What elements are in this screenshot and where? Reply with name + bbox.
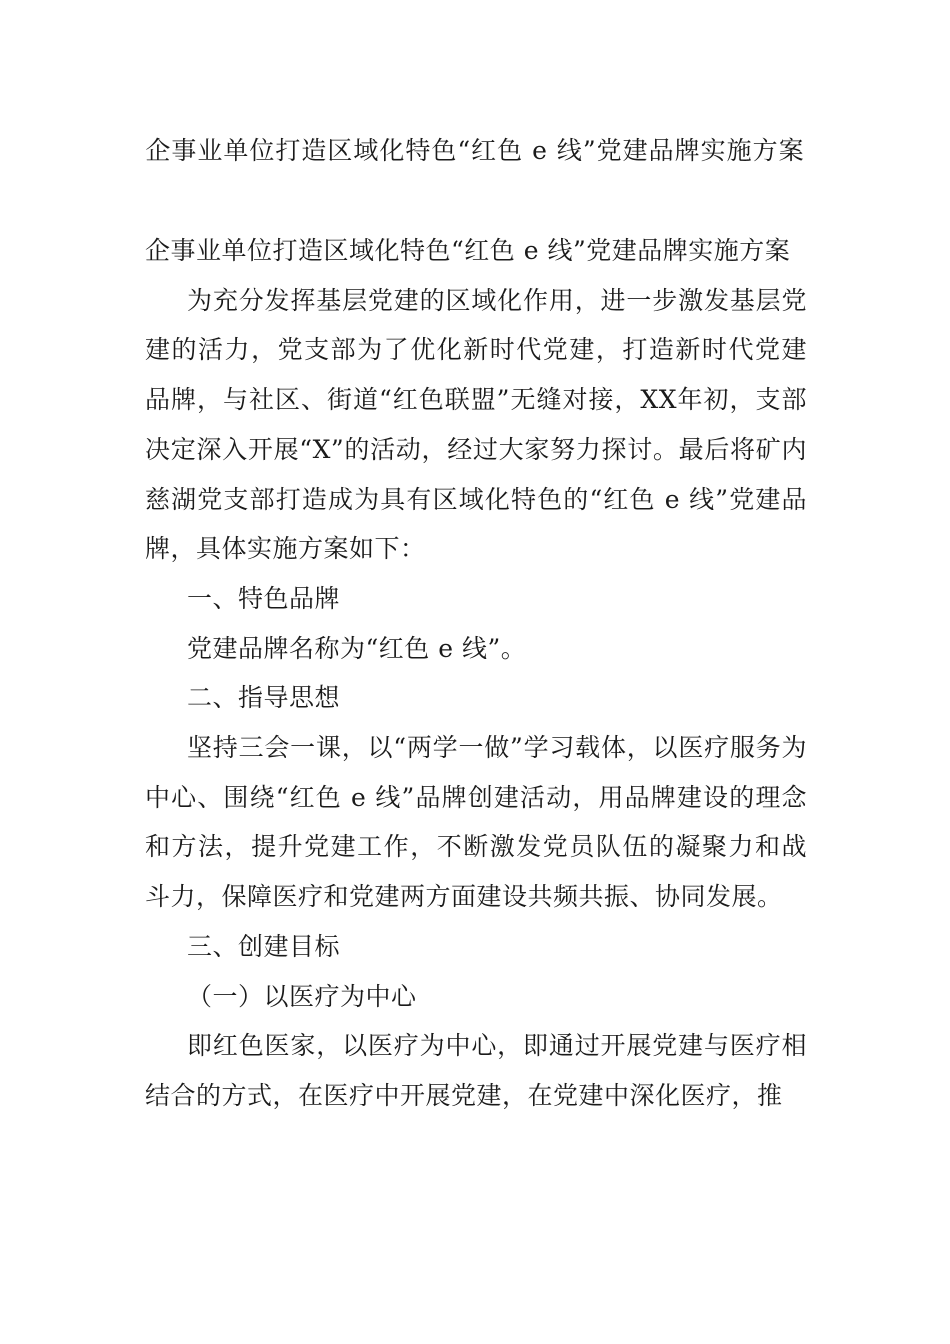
- paragraph-guiding-thought: 坚持三会一课，以“两学一做”学习载体，以医疗服务为中心、围绕“红色 e 线”品牌创建活动，用品牌建设的理念和方法，提升党建工作，不断激发党员队伍的凝聚力和战斗力，保障医疗和党建两方面建设共频共振、协同发展。: [145, 733, 807, 912]
- document-title: 企事业单位打造区域化特色“红色 e 线”党建品牌实施方案: [145, 136, 805, 165]
- paragraph-brand-name: 党建品牌名称为“红色 e 线”。: [187, 633, 527, 663]
- heading-brand: 一、特色品牌: [187, 583, 341, 613]
- heading-goals: 三、创建目标: [187, 931, 341, 961]
- subheading-medical-center: （一）以医疗为中心: [187, 981, 417, 1011]
- document-body: [145, 226, 807, 1121]
- document-subtitle: 企事业单位打造区域化特色“红色 e 线”党建品牌实施方案: [145, 236, 791, 265]
- heading-guiding-thought: 二、指导思想: [187, 683, 341, 713]
- paragraph-red-medical: 即红色医家，以医疗为中心，即通过开展党建与医疗相结合的方式，在医疗中开展党建，在党建中深化医疗，推: [145, 1031, 807, 1110]
- paragraph-intro: 为充分发挥基层党建的区域化作用，进一步激发基层党建的活力，党支部为了优化新时代党建，打造新时代党建品牌，与社区、街道“红色联盟”无缝对接，XX年初，支部决定深入开展“X”的活动，经过大家努力探讨。最后将矿内慈湖党支部打造成为具有区域化特色的“红色 e 线”党建品牌，具体实施方案如下：: [145, 285, 807, 564]
